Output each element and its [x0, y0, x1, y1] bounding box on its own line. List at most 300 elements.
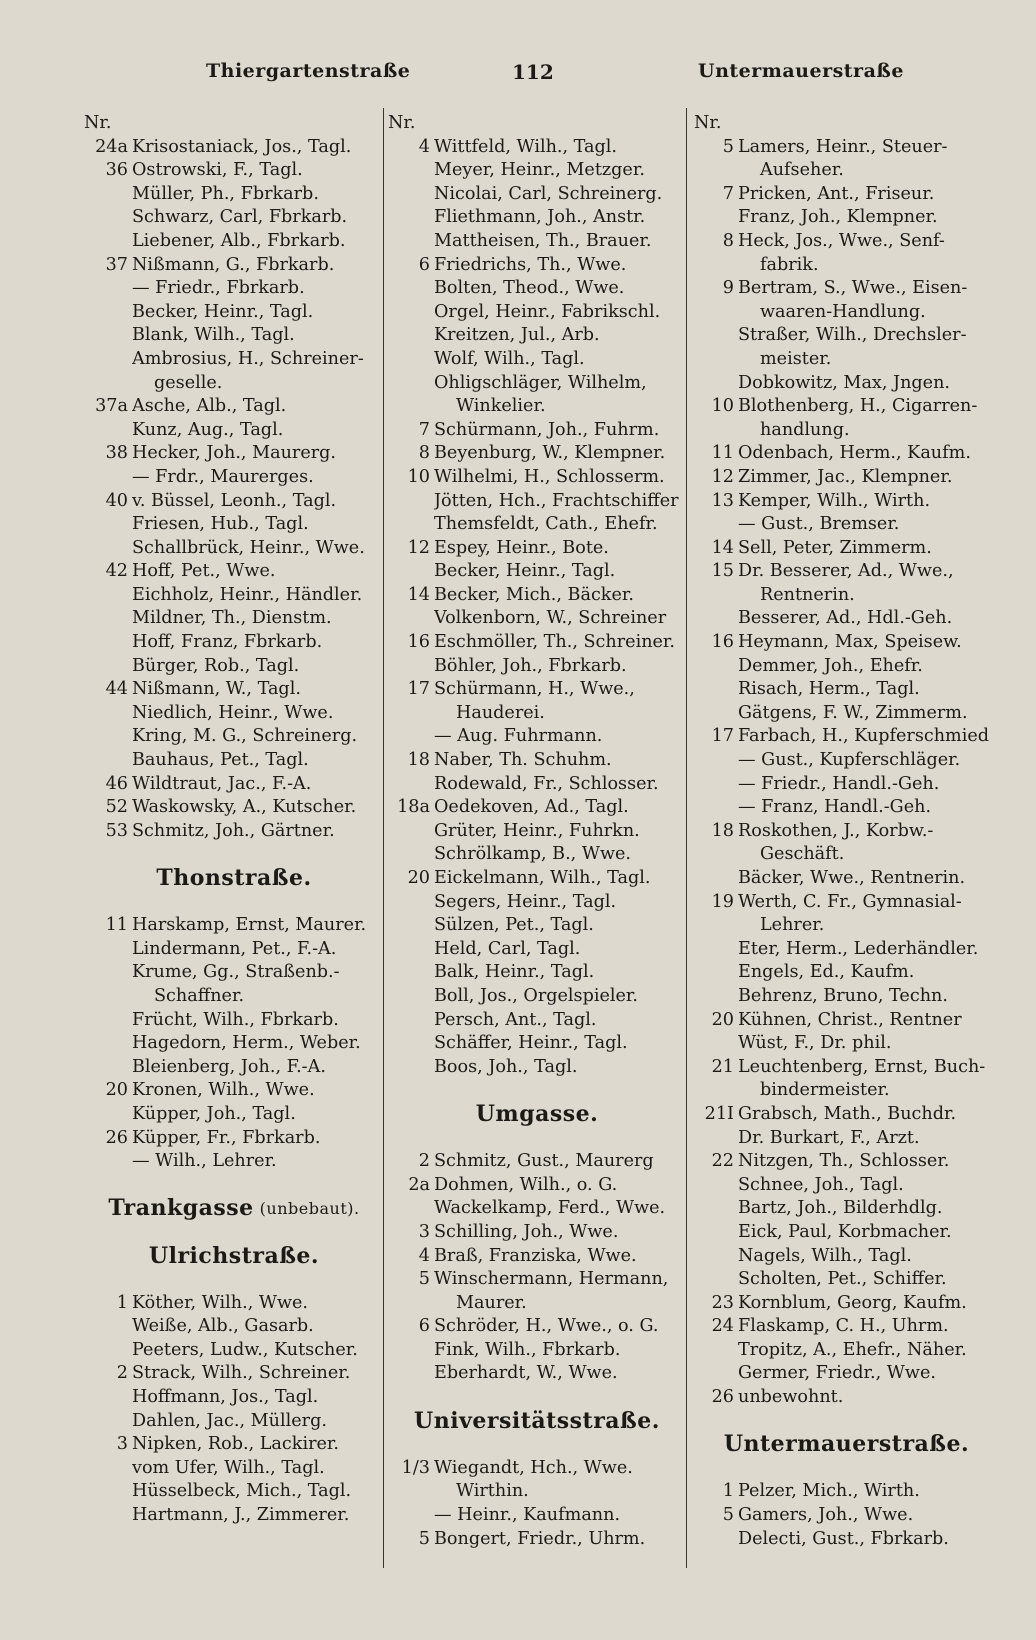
house-number: 5 [418, 1269, 430, 1290]
spacer [84, 843, 384, 867]
house-number [388, 301, 434, 325]
resident-entry [84, 1315, 384, 1339]
column-2 [388, 112, 686, 1551]
house-number: 11 [711, 443, 734, 464]
resident-text [115, 112, 384, 136]
house-number [84, 1386, 132, 1410]
house-number [388, 891, 434, 915]
resident-entry [84, 419, 384, 443]
house-number: 37 [105, 254, 128, 275]
house-number [694, 1245, 738, 1269]
resident-text: Kreitzen, Jul., Arb. [434, 325, 600, 346]
resident-text: Hüsselbeck, Mich., Tagl. [132, 1481, 352, 1502]
resident-entry [388, 230, 686, 254]
resident-text: Lamers, Heinr., Steuer- [738, 136, 948, 157]
house-number [84, 466, 132, 490]
house-number [694, 938, 738, 962]
resident-entry [388, 1197, 686, 1221]
resident-entry [694, 1056, 999, 1080]
resident-entry [84, 1056, 384, 1080]
resident-text: Schmitz, Joh., Gärtner. [132, 820, 335, 841]
resident-entry [694, 1197, 999, 1221]
house-number [388, 985, 434, 1009]
house-number [388, 1056, 434, 1080]
house-number: 2 [116, 1363, 128, 1384]
resident-entry [84, 1433, 384, 1457]
house-number [694, 324, 738, 348]
resident-text: Sülzen, Pet., Tagl. [434, 915, 594, 936]
resident-entry [84, 301, 384, 325]
resident-text: Schilling, Joh., Wwe. [434, 1221, 619, 1242]
house-number: 26 [105, 1127, 128, 1148]
house-number: 1/3 [401, 1457, 430, 1478]
street-heading [84, 867, 384, 891]
house-number [388, 607, 434, 631]
house-number [84, 655, 132, 679]
resident-text: Bongert, Friedr., Uhrm. [434, 1528, 646, 1549]
resident-text: Becker, Mich., Bäcker. [434, 584, 634, 605]
spacer [388, 1079, 686, 1103]
resident-text: Küpper, Fr., Fbrkarb. [132, 1127, 321, 1148]
resident-entry [84, 560, 384, 584]
house-number [84, 230, 132, 254]
resident-entry [84, 136, 384, 160]
resident-text: Schallbrück, Heinr., Wwe. [132, 537, 365, 558]
resident-text: Geschäft. [760, 844, 845, 865]
resident-text: — Wilh., Lehrer. [132, 1151, 277, 1172]
resident-entry [694, 725, 999, 749]
house-number: 20 [407, 868, 430, 888]
resident-entry [694, 867, 999, 891]
resident-entry [84, 537, 384, 561]
resident-entry [84, 725, 384, 749]
house-number: 18 [711, 820, 734, 841]
resident-text: Eick, Paul, Korbmacher. [738, 1221, 952, 1242]
house-number [84, 584, 132, 608]
resident-text: Engels, Ed., Kaufm. [738, 962, 915, 983]
house-number: 11 [105, 915, 128, 936]
resident-text: — Gust., Bremser. [738, 514, 900, 535]
resident-text: Bolten, Theod., Wwe. [434, 278, 625, 299]
house-number [84, 1339, 132, 1363]
house-number: Nr. [694, 113, 722, 133]
resident-entry [388, 1292, 686, 1316]
resident-entry [694, 466, 999, 490]
resident-entry [84, 820, 384, 844]
resident-entry [84, 277, 384, 301]
house-number [388, 938, 434, 962]
house-number: 6 [418, 254, 430, 275]
resident-text: Nagels, Wilh., Tagl. [738, 1245, 912, 1266]
resident-entry [694, 678, 999, 702]
house-number [388, 1480, 434, 1504]
resident-entry [694, 372, 999, 396]
resident-entry [388, 395, 686, 419]
resident-entry [694, 702, 999, 726]
street-heading-note: (unbebaut). [259, 1199, 360, 1219]
resident-text: — Frdr., Maurerges. [132, 466, 314, 487]
resident-entry [84, 1362, 384, 1386]
resident-entry [388, 820, 686, 844]
resident-entry [694, 773, 999, 797]
resident-text: Schrölkamp, B., Wwe. [434, 844, 632, 865]
house-number [84, 301, 132, 325]
house-number [388, 1339, 434, 1363]
resident-text: Becker, Heinr., Tagl. [132, 301, 314, 322]
resident-text: Hauderei. [456, 702, 545, 723]
resident-text: Harskamp, Ernst, Maurer. [132, 915, 367, 936]
resident-text: Dohmen, Wilh., o. G. [434, 1174, 618, 1195]
spacer [388, 1127, 686, 1151]
resident-text: Bäcker, Wwe., Rentnerin. [738, 868, 966, 888]
house-number [694, 678, 738, 702]
house-number [388, 1362, 434, 1386]
resident-text: Roskothen, J., Korbw.- [738, 820, 934, 841]
resident-entry [694, 1079, 999, 1103]
resident-entry [694, 136, 999, 160]
resident-text: Eichholz, Heinr., Händler. [132, 584, 363, 605]
house-number: 26 [711, 1387, 734, 1408]
resident-entry [84, 631, 384, 655]
house-number [694, 419, 738, 443]
house-number: 4 [418, 1245, 430, 1266]
resident-text: Balk, Heinr., Tagl. [434, 962, 595, 983]
resident-text: Oedekoven, Ad., Tagl. [434, 797, 629, 818]
resident-entry [388, 702, 686, 726]
house-number [84, 1150, 132, 1174]
resident-entry [694, 655, 999, 679]
resident-text: v. Büssel, Leonh., Tagl. [132, 490, 337, 511]
resident-text: Gamers, Joh., Wwe. [738, 1505, 914, 1526]
resident-entry [694, 230, 999, 254]
resident-entry [694, 1103, 999, 1127]
resident-text: Scholten, Pet., Schiffer. [738, 1269, 947, 1290]
resident-entry [388, 1032, 686, 1056]
house-number: 1 [722, 1481, 734, 1502]
resident-text: Schröder, H., Wwe., o. G. [434, 1316, 659, 1337]
resident-entry [84, 230, 384, 254]
resident-entry [388, 419, 686, 443]
resident-entry [694, 1315, 999, 1339]
house-number [84, 1315, 132, 1339]
house-number: 5 [722, 1505, 734, 1526]
resident-text: Frücht, Wilh., Fbrkarb. [132, 1009, 339, 1030]
column-1 [84, 112, 384, 1528]
resident-text: — Heinr., Kaufmann. [434, 1505, 621, 1526]
house-number [694, 1528, 738, 1552]
resident-text: Friedrichs, Th., Wwe. [434, 254, 627, 275]
house-number [694, 372, 738, 396]
header-left-street: Thiergartenstraße [206, 60, 411, 82]
resident-text: Eter, Herm., Lederhändler. [738, 938, 979, 959]
resident-entry [84, 324, 384, 348]
house-number [694, 1339, 738, 1363]
resident-text: Köther, Wilh., Wwe. [132, 1292, 309, 1313]
resident-text [419, 112, 686, 136]
resident-entry [694, 631, 999, 655]
resident-text: Schwarz, Carl, Fbrkarb. [132, 207, 348, 228]
house-number: 10 [711, 396, 734, 417]
resident-entry [84, 206, 384, 230]
house-number [388, 773, 434, 797]
house-number [84, 1410, 132, 1434]
resident-text: Flaskamp, C. H., Uhrm. [738, 1316, 949, 1337]
house-number [694, 1032, 738, 1056]
resident-entry [388, 1268, 686, 1292]
house-number: 40 [105, 490, 128, 511]
resident-entry [694, 1150, 999, 1174]
house-number [388, 560, 434, 584]
house-number [694, 348, 738, 372]
house-number: 8 [418, 443, 430, 464]
resident-entry [84, 1150, 384, 1174]
resident-text: Bürger, Rob., Tagl. [132, 655, 300, 676]
resident-text: — Franz, Handl.-Geh. [738, 797, 932, 818]
resident-entry [694, 537, 999, 561]
resident-entry [694, 914, 999, 938]
resident-text: Eickelmann, Wilh., Tagl. [434, 868, 651, 888]
resident-text: Krisostaniack, Jos., Tagl. [132, 136, 352, 157]
resident-entry [388, 961, 686, 985]
house-number [388, 183, 434, 207]
house-number [694, 254, 738, 278]
resident-text: Krume, Gg., Straßenb.- [132, 962, 340, 983]
resident-text: handlung. [760, 419, 850, 440]
house-number: 17 [711, 726, 734, 747]
resident-entry [84, 372, 384, 396]
resident-entry [694, 1009, 999, 1033]
resident-text: Boos, Joh., Tagl. [434, 1056, 578, 1077]
resident-entry [388, 136, 686, 160]
resident-text: Franz, Joh., Klempner. [738, 207, 938, 228]
resident-entry [694, 348, 999, 372]
street-heading [84, 1245, 384, 1269]
resident-text: Dahlen, Jac., Müllerg. [132, 1410, 327, 1431]
house-number [388, 395, 434, 419]
house-number [84, 537, 132, 561]
number-column-label [694, 112, 999, 136]
resident-entry [84, 1457, 384, 1481]
resident-text: Wiegandt, Hch., Wwe. [434, 1457, 633, 1478]
resident-entry [694, 442, 999, 466]
resident-entry [388, 348, 686, 372]
house-number [84, 938, 132, 962]
resident-entry [388, 867, 686, 891]
resident-entry [694, 419, 999, 443]
resident-text: Bauhaus, Pet., Tagl. [132, 750, 309, 771]
resident-text: Werth, C. Fr., Gymnasial- [738, 891, 962, 912]
house-number [694, 1268, 738, 1292]
resident-entry [388, 749, 686, 773]
resident-entry [694, 1245, 999, 1269]
resident-entry [388, 1315, 686, 1339]
resident-entry [694, 607, 999, 631]
resident-entry [388, 513, 686, 537]
resident-text: Persch, Ant., Tagl. [434, 1009, 597, 1030]
resident-entry [694, 749, 999, 773]
resident-text: Pricken, Ant., Friseur. [738, 183, 935, 204]
resident-text: Espey, Heinr., Bote. [434, 537, 609, 558]
resident-entry [84, 607, 384, 631]
resident-text: Besserer, Ad., Hdl.-Geh. [738, 608, 953, 629]
resident-entry [388, 843, 686, 867]
house-number [694, 301, 738, 325]
street-heading-title: Ulrichstraße. [148, 1244, 320, 1269]
resident-text: Dr. Burkart, F., Arzt. [738, 1127, 920, 1148]
resident-entry [694, 395, 999, 419]
resident-entry [84, 159, 384, 183]
street-heading-title: Thonstraße. [156, 867, 312, 891]
house-number: 9 [722, 278, 734, 299]
resident-text: Farbach, H., Kupferschmied [738, 726, 990, 747]
house-number: 12 [711, 466, 734, 487]
resident-text: Ohligschläger, Wilhelm, [434, 372, 647, 393]
resident-entry [84, 584, 384, 608]
house-number [694, 159, 738, 183]
resident-text: Wüst, F., Dr. phil. [738, 1033, 892, 1054]
resident-text: Hagedorn, Herm., Weber. [132, 1033, 361, 1054]
house-number: 19 [711, 891, 734, 912]
resident-text: Fink, Wilh., Fbrkarb. [434, 1339, 621, 1360]
resident-text: Hecker, Joh., Maurerg. [132, 443, 337, 464]
spacer [388, 1386, 686, 1410]
resident-entry [84, 1410, 384, 1434]
house-number: 18a [397, 797, 430, 818]
resident-entry [694, 206, 999, 230]
resident-text: — Gust., Kupferschläger. [738, 750, 961, 771]
resident-entry [694, 1339, 999, 1363]
resident-text: Heck, Jos., Wwe., Senf- [738, 230, 945, 251]
resident-entry [694, 938, 999, 962]
resident-entry [388, 183, 686, 207]
house-number [388, 159, 434, 183]
resident-text: bindermeister. [760, 1080, 890, 1101]
resident-entry [84, 1480, 384, 1504]
resident-entry [694, 1480, 999, 1504]
house-number [84, 1480, 132, 1504]
house-number [84, 1032, 132, 1056]
resident-entry [388, 254, 686, 278]
house-number [694, 961, 738, 985]
header-right-street: Untermauerstraße [698, 60, 904, 82]
resident-text: Bertram, S., Wwe., Eisen- [738, 278, 968, 299]
resident-text: Blank, Wilh., Tagl. [132, 325, 295, 346]
resident-text: Leuchtenberg, Ernst, Buch- [738, 1056, 986, 1077]
street-heading-title: Umgasse. [475, 1102, 599, 1127]
resident-entry [694, 1127, 999, 1151]
house-number [84, 513, 132, 537]
house-number [694, 843, 738, 867]
house-number [84, 1504, 132, 1528]
resident-entry [388, 277, 686, 301]
house-number: 12 [407, 537, 430, 558]
house-number [388, 513, 434, 537]
resident-entry [84, 1032, 384, 1056]
house-number [388, 1292, 434, 1316]
resident-entry [388, 442, 686, 466]
resident-text: Grabsch, Math., Buchdr. [738, 1103, 957, 1124]
street-heading [388, 1410, 686, 1434]
house-number: 18 [407, 750, 430, 771]
resident-entry [388, 1339, 686, 1363]
resident-entry [694, 796, 999, 820]
resident-text: Rodewald, Fr., Schlosser. [434, 773, 659, 794]
resident-entry [694, 159, 999, 183]
resident-text: Meyer, Heinr., Metzger. [434, 160, 645, 181]
resident-text: vom Ufer, Wilh., Tagl. [132, 1457, 325, 1478]
resident-entry [388, 324, 686, 348]
house-number: 8 [722, 230, 734, 251]
resident-entry [694, 1504, 999, 1528]
resident-entry [388, 938, 686, 962]
house-number [84, 277, 132, 301]
resident-entry [694, 1221, 999, 1245]
house-number: 4 [418, 136, 430, 157]
spacer [388, 1433, 686, 1457]
resident-text: Schürmann, Joh., Fuhrm. [434, 419, 660, 440]
resident-entry [388, 466, 686, 490]
resident-text: Küpper, Joh., Tagl. [132, 1103, 296, 1124]
resident-text: Nißmann, G., Fbrkarb. [132, 254, 335, 275]
house-number: 37a [95, 396, 128, 417]
house-number: 21I [704, 1103, 734, 1124]
resident-entry [388, 1056, 686, 1080]
resident-text: Volkenborn, W., Schreiner [434, 608, 667, 629]
house-number: 20 [711, 1009, 734, 1030]
house-number: 7 [722, 183, 734, 204]
house-number: 13 [711, 490, 734, 511]
resident-text: unbewohnt. [738, 1387, 844, 1408]
resident-entry [84, 702, 384, 726]
house-number: 2 [418, 1151, 430, 1172]
resident-text: Hoffmann, Jos., Tagl. [132, 1387, 319, 1408]
resident-entry [694, 1528, 999, 1552]
house-number [694, 1174, 738, 1198]
resident-text: Nicolai, Carl, Schreinerg. [434, 183, 663, 204]
resident-text: Kunz, Aug., Tagl. [132, 419, 284, 440]
resident-entry [388, 206, 686, 230]
house-number [694, 867, 738, 891]
house-number [694, 749, 738, 773]
resident-text: Fliethmann, Joh., Anstr. [434, 207, 646, 228]
number-column-label [84, 112, 384, 136]
resident-text: Kemper, Wilh., Wirth. [738, 490, 931, 511]
house-number: 2a [408, 1174, 430, 1195]
resident-text: Kornblum, Georg, Kaufm. [738, 1292, 967, 1313]
resident-entry [388, 796, 686, 820]
resident-entry [84, 490, 384, 514]
street-heading-title: Trankgasse [108, 1197, 254, 1221]
house-number: 10 [407, 466, 430, 487]
resident-entry [694, 277, 999, 301]
resident-entry [84, 961, 384, 985]
resident-entry [694, 560, 999, 584]
resident-entry [388, 678, 686, 702]
resident-entry [388, 1457, 686, 1481]
house-number: 17 [407, 679, 430, 700]
house-number: 1 [116, 1292, 128, 1313]
house-number: Nr. [84, 113, 112, 133]
resident-text: Ambrosius, H., Schreiner- [132, 348, 364, 369]
house-number [694, 796, 738, 820]
resident-entry [388, 655, 686, 679]
resident-entry [84, 914, 384, 938]
house-number [694, 1221, 738, 1245]
house-number [84, 702, 132, 726]
house-number [694, 607, 738, 631]
resident-text: Held, Carl, Tagl. [434, 938, 581, 959]
house-number [388, 1009, 434, 1033]
